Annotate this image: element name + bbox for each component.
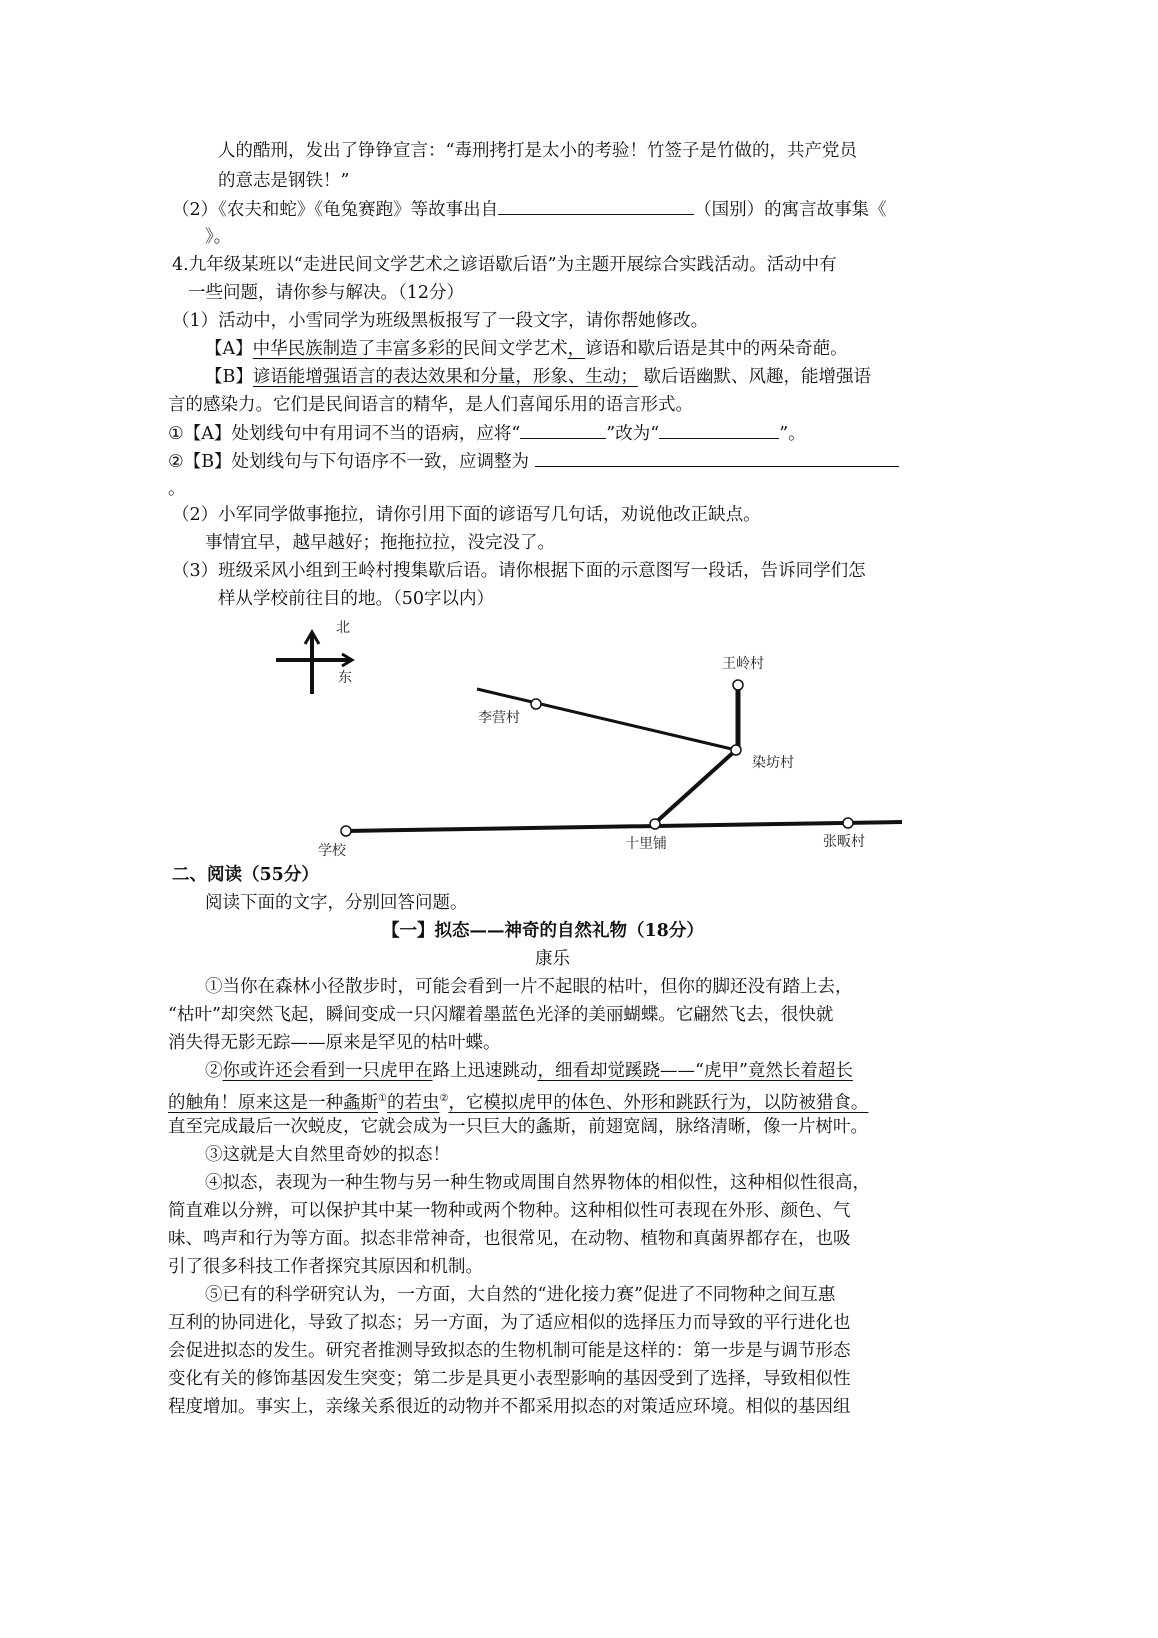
label-north: 北 (336, 620, 350, 636)
para-1-line-1: ①当你在森林小径散步时，可能会看到一片不起眼的枯叶，但你的脚还没有踏上去， (205, 977, 853, 997)
para-2-line-3: 直至完成最后一次蜕皮，它就会成为一只巨大的螽斯，前翅宽阔，脉络清晰，像一片树叶。 (168, 1117, 868, 1137)
para-2-line-2: 的触角！原来这是一种螽斯①的若虫②，它模拟虎甲的体色、外形和跳跃行为，以防被猎食。 (168, 1092, 869, 1113)
part-3-cont: 样从学校前往目的地。（50字以内） (218, 589, 495, 609)
question-2-end: 》。 (205, 227, 232, 247)
passage-b-cont: 言的感染力。它们是民间语言的精华，是人们喜闻乐用的语言形式。 (168, 395, 693, 415)
node-shilipu (650, 819, 660, 829)
para-5-line-4: 变化有关的修饰基因发生突变；第二步是具更小表型影响的基因受到了选择，导致相似性 (168, 1369, 851, 1389)
passage-b: 【B】谚语能增强语言的表达效果和分量，形象、生动； 歇后语幽默、风趣，能增强语 (205, 367, 871, 387)
line-2: 的意志是钢铁！” (218, 171, 350, 191)
proverb: 事情宜早，越早越好；拖拖拉拉，没完没了。 (205, 533, 555, 553)
sub-question-2: ②【B】处划线句与下句语序不一致，应调整为 (168, 448, 899, 475)
para-5-line-1: ⑤已有的科学研究认为，一方面，大自然的“进化接力赛”促进了不同物种之间互惠 (205, 1285, 836, 1305)
node-ranfang (731, 745, 741, 755)
answer-blank-country[interactable] (498, 196, 694, 215)
part-3: （3）班级采风小组到王岭村搜集歇后语。请你根据下面的示意图写一段话，告诉同学们怎 (172, 561, 866, 581)
para-5-line-5: 程度增加。事实上，亲缘关系很近的动物并不都采用拟态的对策适应环境。相似的基因组 (168, 1397, 851, 1417)
part-1: （1）活动中，小雪同学为班级黑板报写了一段文字，请你帮她修改。 (172, 311, 709, 331)
para-4-line-2: 简直难以分辨，可以保护其中某一物种或两个物种。这种相似性可表现在外形、颜色、气 (168, 1201, 851, 1221)
route-map (270, 620, 970, 908)
para-5-line-2: 互利的协同进化，导致了拟态；另一方面，为了适应相似的选择压力而导致的平行进化也 (168, 1313, 851, 1333)
sub-question-1: ①【A】处划线句中有用词不当的语病，应将“ ”改为“ ”。 (168, 420, 806, 447)
para-4-line-3: 味、鸣声和行为等方面。拟态非常神奇，也很常见，在动物、植物和真菌界都存在，也吸 (168, 1229, 851, 1249)
para-4-line-1: ④拟态，表现为一种生物与另一种生物或周围自然界物体的相似性，这种相似性很高， (205, 1173, 870, 1193)
para-5-line-3: 会促进拟态的发生。研究者推测导致拟态的生物机制可能是这样的：第一步是与调节形态 (168, 1341, 851, 1361)
para-1-line-2: “枯叶”却突然飞起，瞬间变成一只闪耀着墨蓝色光泽的美丽蝴蝶。它翩然飞去，很快就 (168, 1005, 834, 1025)
node-liying (531, 699, 541, 709)
node-zhangfan (843, 818, 853, 828)
article-author: 康乐 (535, 949, 570, 969)
road-main (346, 822, 902, 831)
sub-question-2-end: 。 (168, 479, 186, 499)
answer-blank-reorder[interactable] (535, 448, 899, 467)
passage-a: 【A】中华民族制造了丰富多彩的民间文学艺术，谚语和歇后语是其中的两朵奇葩。 (205, 339, 848, 359)
para-2-line-1: ②你或许还会看到一只虎甲在路上迅速跳动，细看却觉蹊跷——“虎甲”竟然长着超长 (205, 1061, 853, 1081)
section-2-instruction: 阅读下面的文字，分别回答问题。 (205, 893, 468, 913)
label-school: 学校 (318, 843, 346, 859)
label-shilipu: 十里铺 (625, 836, 667, 852)
para-1-line-3: 消失得无影无踪——原来是罕见的枯叶蝶。 (168, 1033, 501, 1053)
road-to-ranfang (654, 750, 736, 824)
label-ranfang: 染坊村 (752, 755, 794, 771)
section-2-title: 二、阅读（55分） (172, 865, 319, 885)
question-4-cont: 一些问题，请你参与解决。（12分） (188, 283, 465, 303)
node-school (341, 826, 351, 836)
para-4-line-4: 引了很多科技工作者探究其原因和机制。 (168, 1257, 483, 1277)
label-east: 东 (338, 670, 352, 686)
label-wangling: 王岭村 (722, 656, 764, 672)
label-liying: 李营村 (478, 710, 520, 726)
part-2: （2）小军同学做事拖拉，请你引用下面的谚语写几句话，劝说他改正缺点。 (172, 505, 761, 525)
node-wangling (733, 680, 743, 690)
line-1: 人的酷刑，发出了铮铮宣言：“毒刑拷打是太小的考验！竹签子是竹做的，共产党员 (218, 141, 857, 161)
label-zhangfan: 张畈村 (823, 834, 865, 850)
article-title: 【一】拟态——神奇的自然礼物（18分） (382, 921, 704, 941)
answer-blank-correct-word[interactable] (659, 420, 779, 439)
question-4: 4.九年级某班以“走进民间文学艺术之谚语歇后语”为主题开展综合实践活动。活动中有 (172, 255, 837, 275)
answer-blank-wrong-word[interactable] (520, 420, 606, 439)
question-2: （2）《农夫和蛇》《龟兔赛跑》等故事出自 （国别）的寓言故事集《 (172, 196, 887, 223)
para-3: ③这就是大自然里奇妙的拟态！ (205, 1145, 450, 1165)
